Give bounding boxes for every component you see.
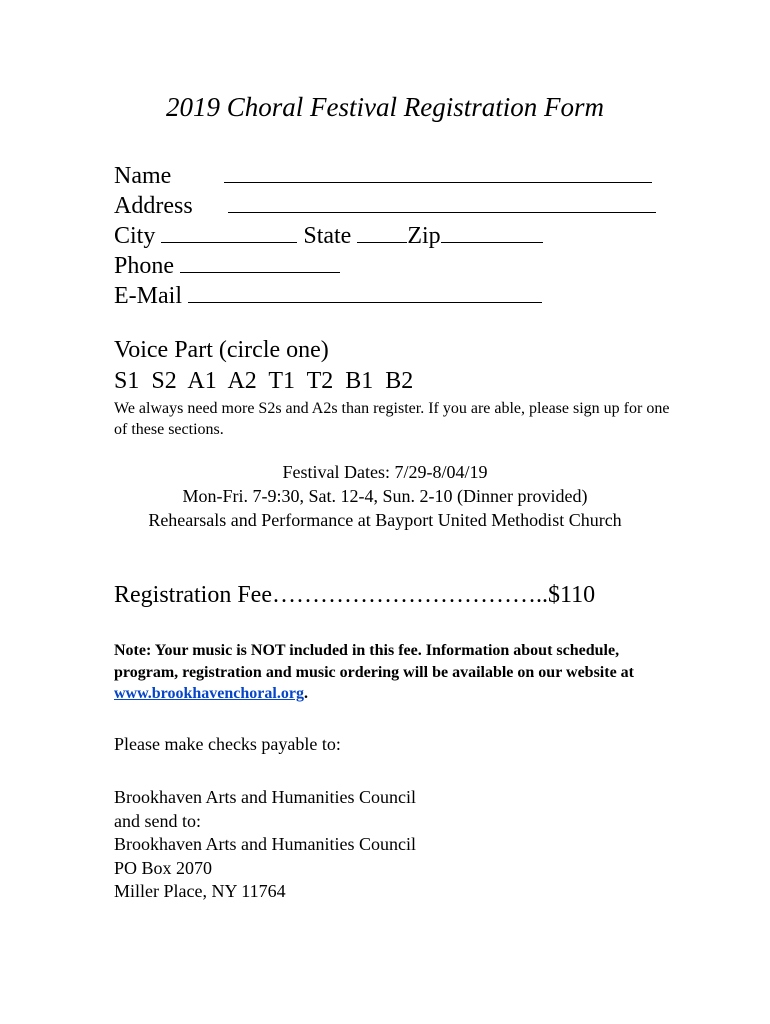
page-title: 2019 Choral Festival Registration Form bbox=[166, 92, 604, 122]
phone-row bbox=[114, 250, 340, 281]
name-label: Name bbox=[114, 163, 172, 189]
address-line: Miller Place, NY 11764 bbox=[114, 881, 286, 901]
address-line: Brookhaven Arts and Humanities Council bbox=[114, 834, 416, 854]
fee-amount: $110 bbox=[547, 582, 596, 608]
note-period: . bbox=[303, 685, 308, 702]
zip-field[interactable] bbox=[441, 220, 543, 243]
fee-leader: …………………………….. bbox=[271, 582, 548, 608]
voice-option-s1[interactable]: S1 bbox=[114, 368, 140, 394]
voice-option-b1[interactable]: B1 bbox=[345, 368, 374, 394]
address-row bbox=[114, 190, 656, 221]
voice-option-b2[interactable]: B2 bbox=[385, 368, 414, 394]
name-row bbox=[114, 160, 652, 191]
email-label: E-Mail bbox=[114, 283, 182, 309]
address-line: and send to: bbox=[114, 810, 201, 831]
address-line: Brookhaven Arts and Humanities Council bbox=[114, 787, 416, 807]
festival-info bbox=[0, 460, 770, 532]
zip-label: Zip bbox=[407, 223, 441, 249]
voice-part-title: Voice Part (circle one) bbox=[114, 337, 329, 363]
address-field[interactable] bbox=[228, 190, 656, 213]
checks-instruction: Please make checks payable to: bbox=[114, 734, 341, 754]
website-link[interactable]: www.brookhavenchoral.org bbox=[114, 685, 304, 702]
email-field[interactable] bbox=[188, 280, 542, 303]
voice-option-t1[interactable]: T1 bbox=[268, 368, 296, 394]
registration-fee bbox=[114, 582, 595, 609]
address-label: Address bbox=[114, 193, 193, 219]
voice-option-a2[interactable]: A2 bbox=[227, 368, 257, 394]
voice-part-note: We always need more S2s and A2s than register. If you are able, please sign up for one of these sections. bbox=[114, 400, 670, 438]
voice-part-options bbox=[114, 368, 413, 395]
fee-label: Registration Fee bbox=[114, 582, 272, 608]
city-state-zip-row bbox=[114, 220, 543, 251]
state-label: State bbox=[303, 223, 352, 249]
city-field[interactable] bbox=[161, 220, 297, 243]
mailing-address bbox=[114, 786, 416, 904]
festival-dates: Festival Dates: 7/29-8/04/19 bbox=[282, 462, 488, 482]
state-field[interactable] bbox=[357, 220, 407, 243]
note-text: Note: Your music is NOT included in this fee. Information about schedule, program, registration and music ordering will be available on our website at bbox=[114, 642, 634, 681]
city-label: City bbox=[114, 223, 156, 249]
address-line: PO Box 2070 bbox=[114, 857, 213, 878]
voice-option-s2[interactable]: S2 bbox=[151, 368, 177, 394]
email-row bbox=[114, 280, 542, 311]
voice-option-t2[interactable]: T2 bbox=[306, 368, 334, 394]
festival-schedule: Mon-Fri. 7-9:30, Sat. 12-4, Sun. 2-10 (Dinner provided) bbox=[182, 486, 588, 506]
name-field[interactable] bbox=[224, 160, 652, 183]
phone-field[interactable] bbox=[180, 250, 340, 273]
festival-location: Rehearsals and Performance at Bayport United Methodist Church bbox=[148, 510, 622, 530]
music-note bbox=[114, 640, 674, 705]
voice-option-a1[interactable]: A1 bbox=[187, 368, 217, 394]
phone-label: Phone bbox=[114, 253, 174, 279]
